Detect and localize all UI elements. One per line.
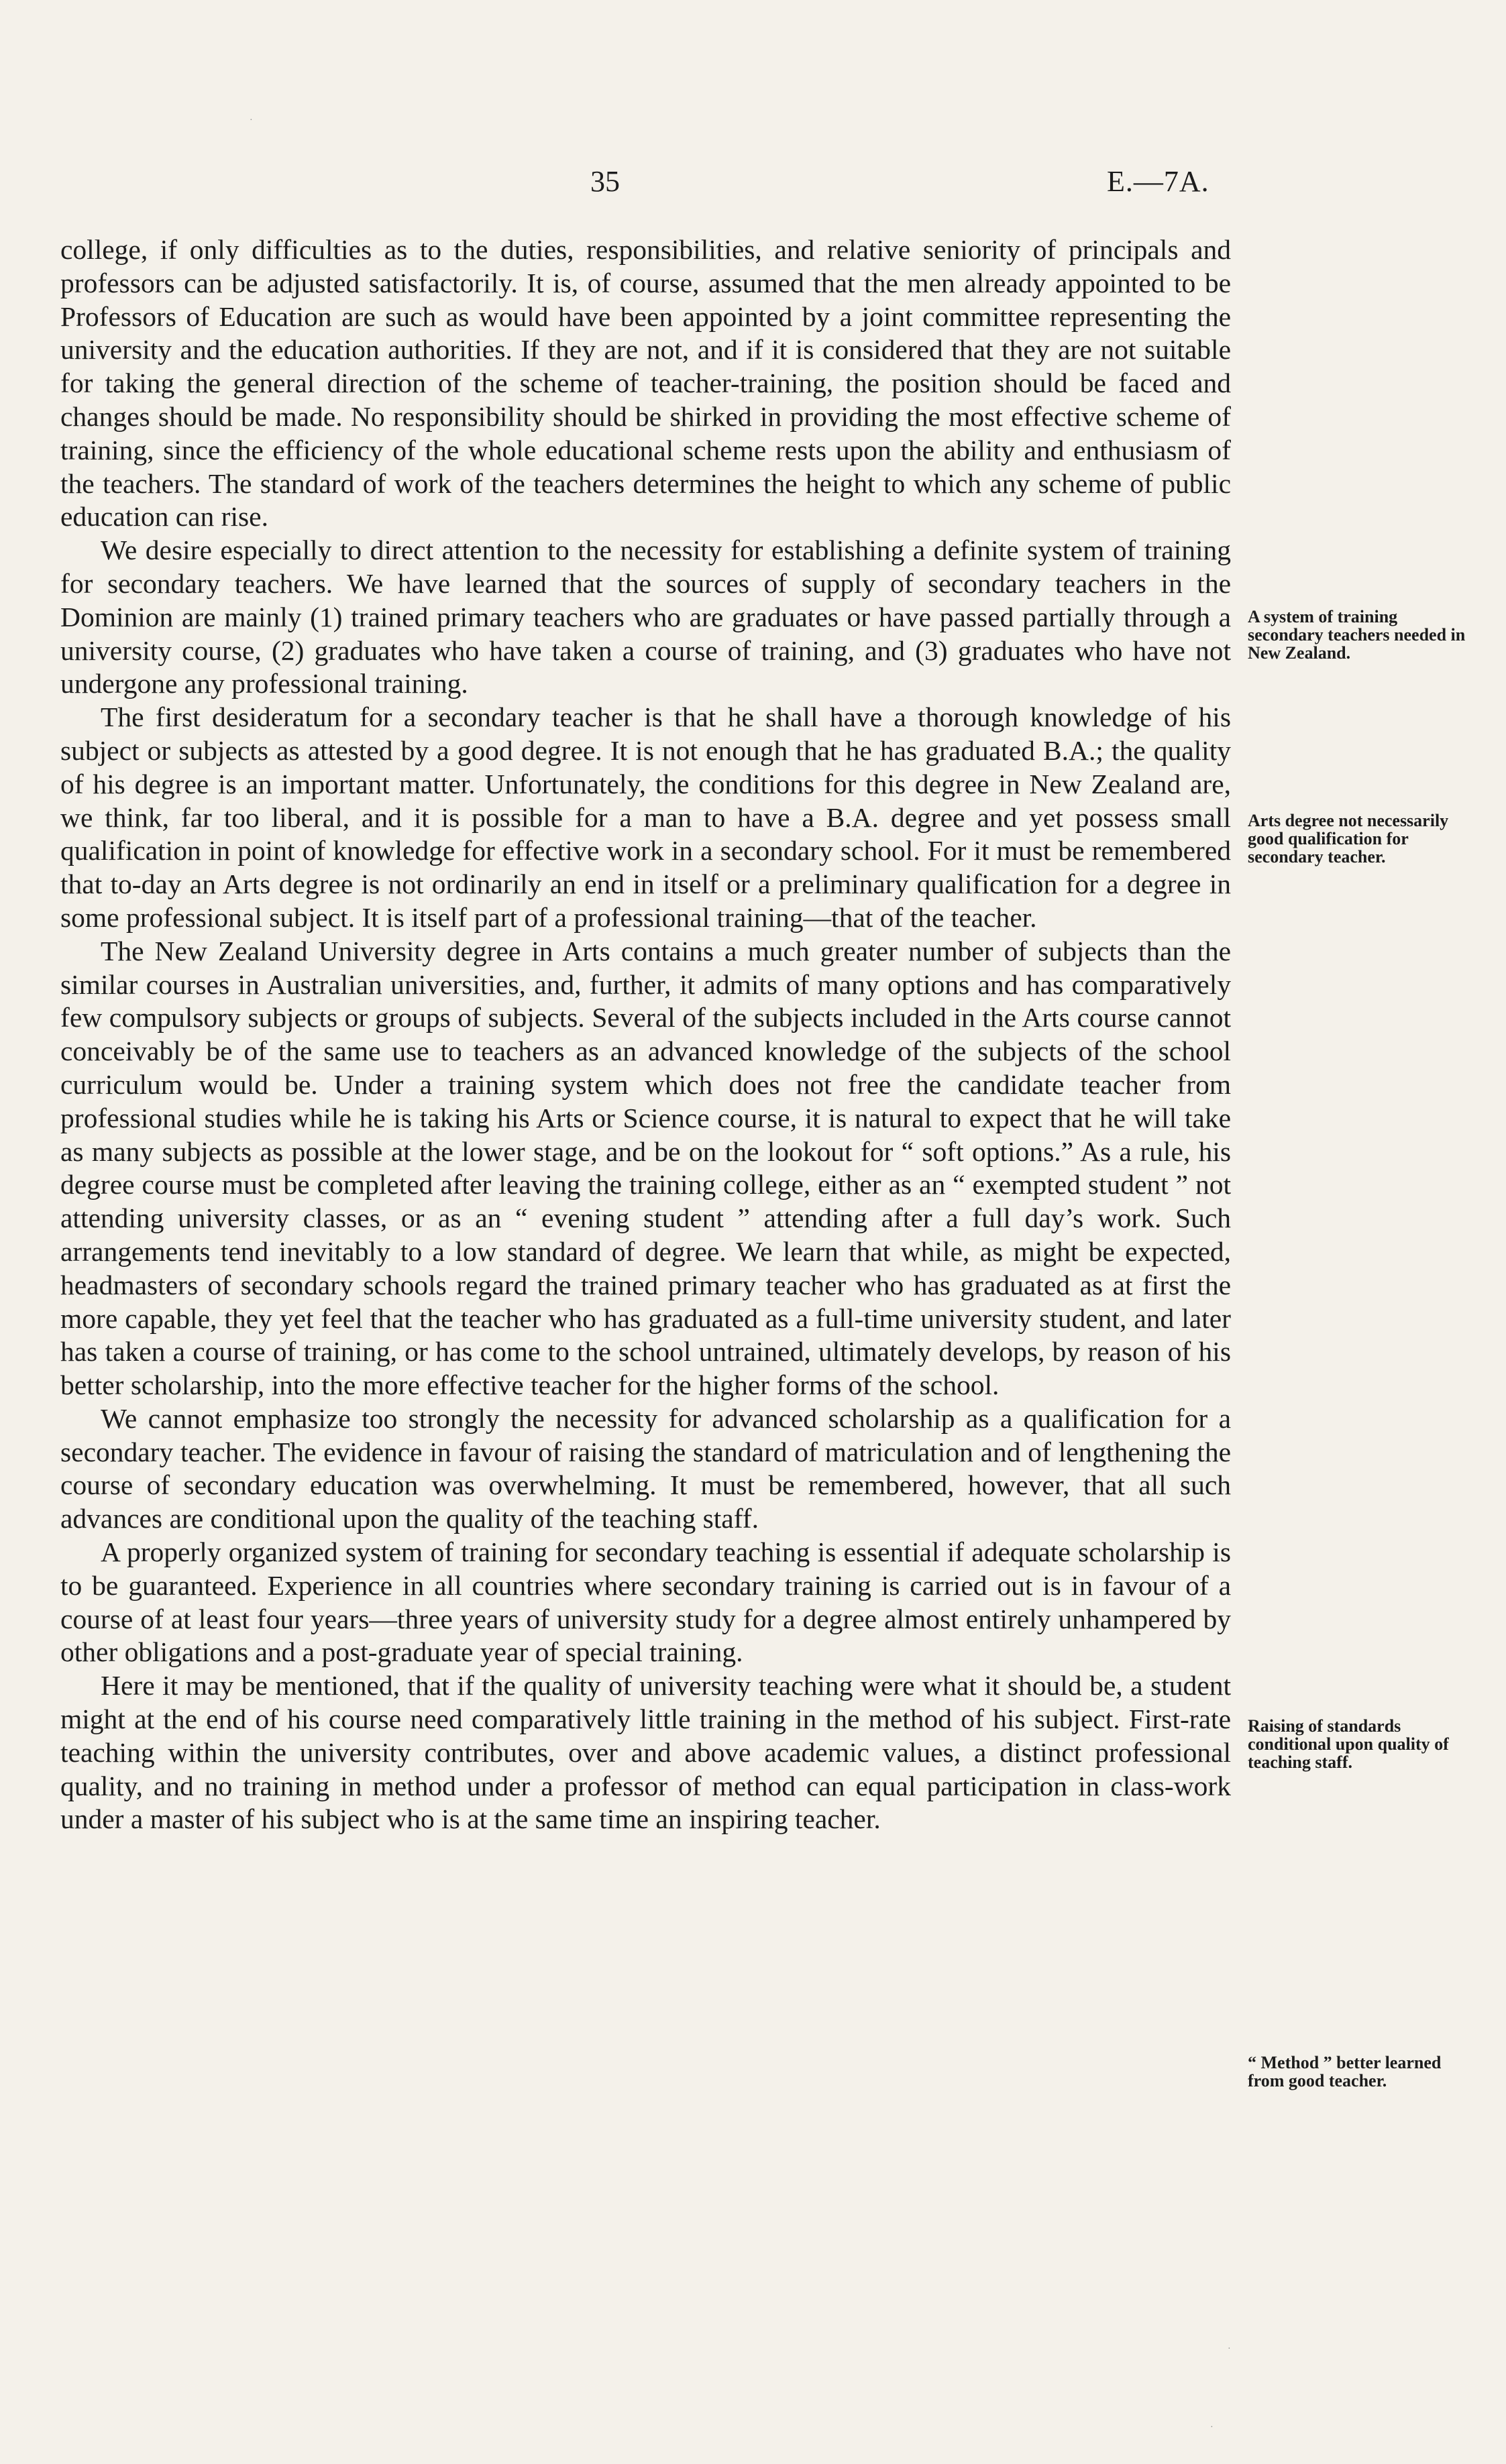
margin-note-raising-standards: Raising of standards conditional upon quality of teaching staff. bbox=[1248, 1716, 1449, 1772]
margin-note-arts-degree: Arts degree not necessarily good qualification for secondary teacher. bbox=[1248, 811, 1449, 866]
scan-speck: · bbox=[1210, 2422, 1214, 2432]
scan-speck: · bbox=[1228, 2344, 1231, 2354]
paragraph-continuation: college, if only difficulties as to the duties, responsibilities, and relative seniority of principals and professors can be adjusted satisfactorily. It is, of course, assumed that the men already appointed to be Professors of Education are such as would have been appointed by a joint committee representing the university and the education authorities. If they are not, and if it is considered that they are not suitable for taking the general direction of the scheme of teacher-training, the position should be faced and changes should be made. No responsibility should be shirked in providing the most effective scheme of training, since the efficiency of the whole educational scheme rests upon the ability and enthusiasm of the teachers. The standard of work of the teachers determines the height to which any scheme of public education can rise. bbox=[60, 234, 1231, 533]
paragraph-method: Here it may be mentioned, that if the quality of university teaching were what it should be, a student might at the end of his course need comparatively little training in the method of his subject. First-rate teaching within the university contributes, over and above academic values, a distinct professional quality, and no training in method under a professor of method can equal participation in class-work under a master of his subject who is at the same time an inspiring teacher. bbox=[60, 1670, 1231, 1835]
paragraph-training-system: A properly organized system of training for secondary teaching is essential if adequate scholarship is to be guaranteed. Experience in all countries where secondary training is carried out is in favour of a course of at least four years—three years of university study for a degree almost entirely unhampered by other obligations and a post-graduate year of special training. bbox=[60, 1536, 1231, 1668]
paragraph-degree-quality: The first desideratum for a secondary teacher is that he shall have a thorough knowledge of his subject or subjects as attested by a good degree. It is not enough that he has graduated B.A.; the quality of his degree is an important matter. Unfortunately, the conditions for this degree in New Zealand are, we think, far too liberal, and it is possible for a man to have a B.A. degree and yet possess small qualification in point of knowledge for effective work in a secondary school. For it must be remembered that to-day an Arts degree is not ordinarily an end in itself or a preliminary qualification for a degree in some professional subject. It is itself part of a professional training—that of the teacher. bbox=[60, 702, 1231, 933]
document-reference: E.—7A. bbox=[1107, 165, 1209, 198]
margin-note-secondary-system: A system of training secondary teachers needed in New Zealand. bbox=[1248, 607, 1466, 663]
page-number: 35 bbox=[590, 165, 620, 198]
page-header bbox=[0, 164, 1506, 205]
body-text bbox=[60, 233, 1231, 1836]
paragraph-secondary-training: We desire especially to direct attention to the necessity for establishing a definite system of training for secondary teachers. We have learned that the sources of supply of secondary teachers in the Dominion are mainly (1) trained primary teachers who are graduates or have passed partially through a university course, (2) graduates who have taken a course of training, and (3) graduates who have not undergone any professional training. bbox=[60, 535, 1231, 699]
scan-speck: · bbox=[250, 115, 253, 125]
margin-note-method: “ Method ” better learned from good teacher. bbox=[1248, 2053, 1442, 2090]
paragraph-advanced-scholarship: We cannot emphasize too strongly the necessity for advanced scholarship as a qualification for a secondary teacher. The evidence in favour of raising the standard of matriculation and of lengthening the course of secondary education was overwhelming. It must be remembered, however, that all such advances are conditional upon the quality of the teaching staff. bbox=[60, 1402, 1231, 1534]
paragraph-nz-arts-degree: The New Zealand University degree in Arts contains a much greater number of subjects than the similar courses in Australian universities, and, further, it admits of many options and has comparatively few compulsory subjects or groups of subjects. Several of the subjects included in the Arts course cannot conceivably be of the same use to teachers as an advanced knowledge of the subjects of the school curriculum would be. Under a training system which does not free the candidate teacher from professional studies while he is taking his Arts or Science course, it is natural to expect that he will take as many subjects as possible at the lower stage, and be on the lookout for “ soft options.” As a rule, his degree course must be completed after leaving the training college, either as an “ exempted student ” not attending university classes, or as an “ evening student ” attending after a full day’s work. Such arrangements tend inevitably to a low standard of degree. We learn that while, as might be expected, headmasters of secondary schools regard the trained primary teacher who has graduated as at first the more capable, they yet feel that the teacher who has graduated as a full-time university student, and later has taken a course of training, or has come to the school untrained, ultimately develops, by reason of his better scholarship, into the more effective teacher for the higher forms of the school. bbox=[60, 935, 1231, 1401]
